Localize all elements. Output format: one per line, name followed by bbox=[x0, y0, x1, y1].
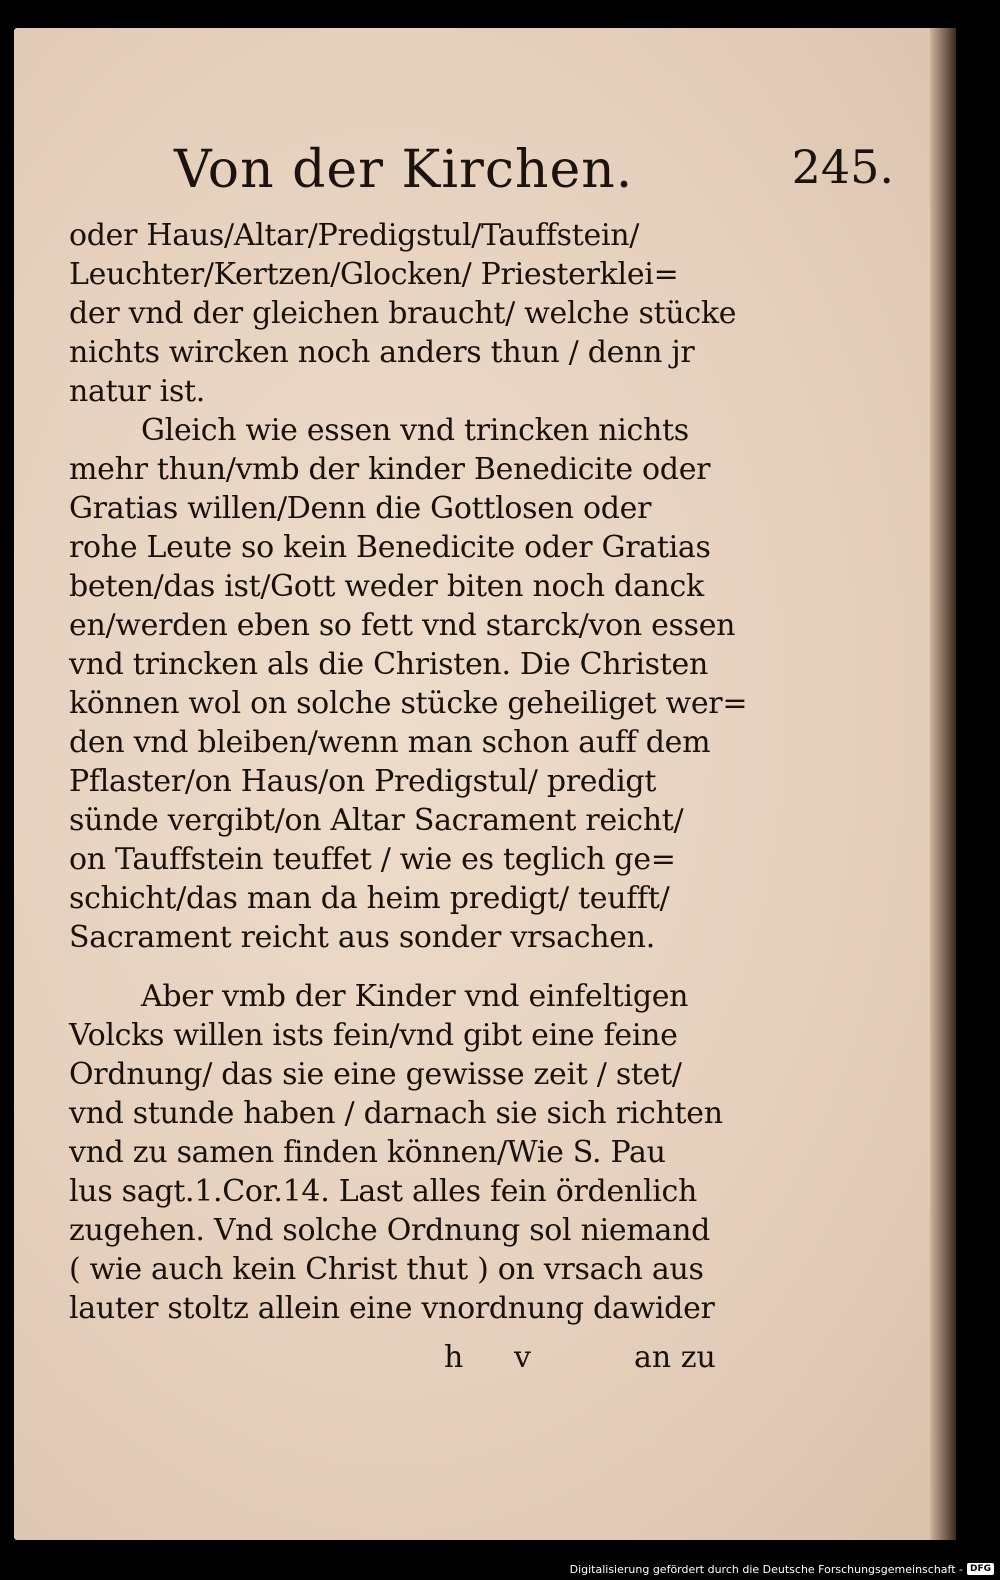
paragraph-gap bbox=[69, 957, 749, 977]
text-line: ( wie auch kein Christ thut ) on vrsach aus bbox=[69, 1252, 704, 1287]
text-line: sünde vergibt/on Altar Sacrament reicht/ bbox=[69, 803, 684, 838]
text-line: beten/das ist/Gott weder biten noch danck bbox=[69, 569, 704, 604]
text-line: Ordnung/ das sie eine gewisse zeit / stet/ bbox=[69, 1057, 682, 1092]
text-line: en/werden eben so fett vnd starck/von essen bbox=[69, 608, 736, 643]
text-line: vnd zu samen finden können/Wie S. Pau bbox=[69, 1135, 666, 1170]
text-line: mehr thun/vmb der kinder Benedicite oder bbox=[69, 452, 711, 487]
page-number: 245. bbox=[791, 140, 894, 194]
text-line: schicht/das man da heim predigt/ teufft/ bbox=[69, 881, 670, 916]
text-line: der vnd der gleichen braucht/ welche stücke bbox=[69, 296, 737, 331]
text-line: on Tauffstein teuffet / wie es teglich ge= bbox=[69, 842, 676, 877]
text-line: nichts wircken noch anders thun / denn jr bbox=[69, 335, 695, 370]
text-line: Pflaster/on Haus/on Predigstul/ predigt bbox=[69, 764, 657, 799]
paragraph-start-line: Gleich wie essen vnd trincken nichts bbox=[141, 413, 689, 448]
text-line: zugehen. Vnd solche Ordnung sol niemand bbox=[69, 1213, 711, 1248]
text-line: oder Haus/Altar/Predigstul/Tauffstein/ bbox=[69, 218, 640, 253]
catchword: an zu bbox=[634, 1340, 716, 1375]
text-line: können wol on solche stücke geheiliget wer= bbox=[69, 686, 748, 721]
text-line: den vnd bleiben/wenn man schon auff dem bbox=[69, 725, 711, 760]
text-line: lus sagt.1.Cor.14. Last alles fein ördenlich bbox=[69, 1174, 698, 1209]
running-title: Von der Kirchen. bbox=[174, 140, 634, 200]
book-page bbox=[14, 28, 956, 1540]
signature-mark: v bbox=[514, 1340, 531, 1375]
text-line: Sacrament reicht aus sonder vrsachen. bbox=[69, 920, 655, 955]
paragraph-start-line: Aber vmb der Kinder vnd einfeltigen bbox=[141, 979, 689, 1014]
text-line: natur ist. bbox=[69, 374, 206, 409]
text-line: Leuchter/Kertzen/Glocken/ Priesterklei= bbox=[69, 257, 679, 292]
signature-line bbox=[444, 1340, 734, 1380]
text-line: vnd trincken als die Christen. Die Christen bbox=[69, 647, 708, 682]
credit-text: Digitalisierung gefördert durch die Deutsche Forschungsgemeinschaft - bbox=[569, 1562, 963, 1576]
book-spine bbox=[930, 28, 956, 1540]
text-line: lauter stoltz allein eine vnordnung dawider bbox=[69, 1291, 715, 1326]
text-line: Gratias willen/Denn die Gottlosen oder bbox=[69, 491, 652, 526]
text-line: Volcks willen ists fein/vnd gibt eine feine bbox=[69, 1018, 678, 1053]
signature-mark: h bbox=[444, 1340, 464, 1375]
text-line: rohe Leute so kein Benedicite oder Gratias bbox=[69, 530, 711, 565]
dfg-logo: DFG bbox=[967, 1563, 994, 1575]
text-line: vnd stunde haben / darnach sie sich richten bbox=[69, 1096, 723, 1131]
body-text bbox=[69, 216, 749, 1328]
running-header bbox=[174, 140, 894, 210]
digitization-credit bbox=[570, 1560, 994, 1578]
